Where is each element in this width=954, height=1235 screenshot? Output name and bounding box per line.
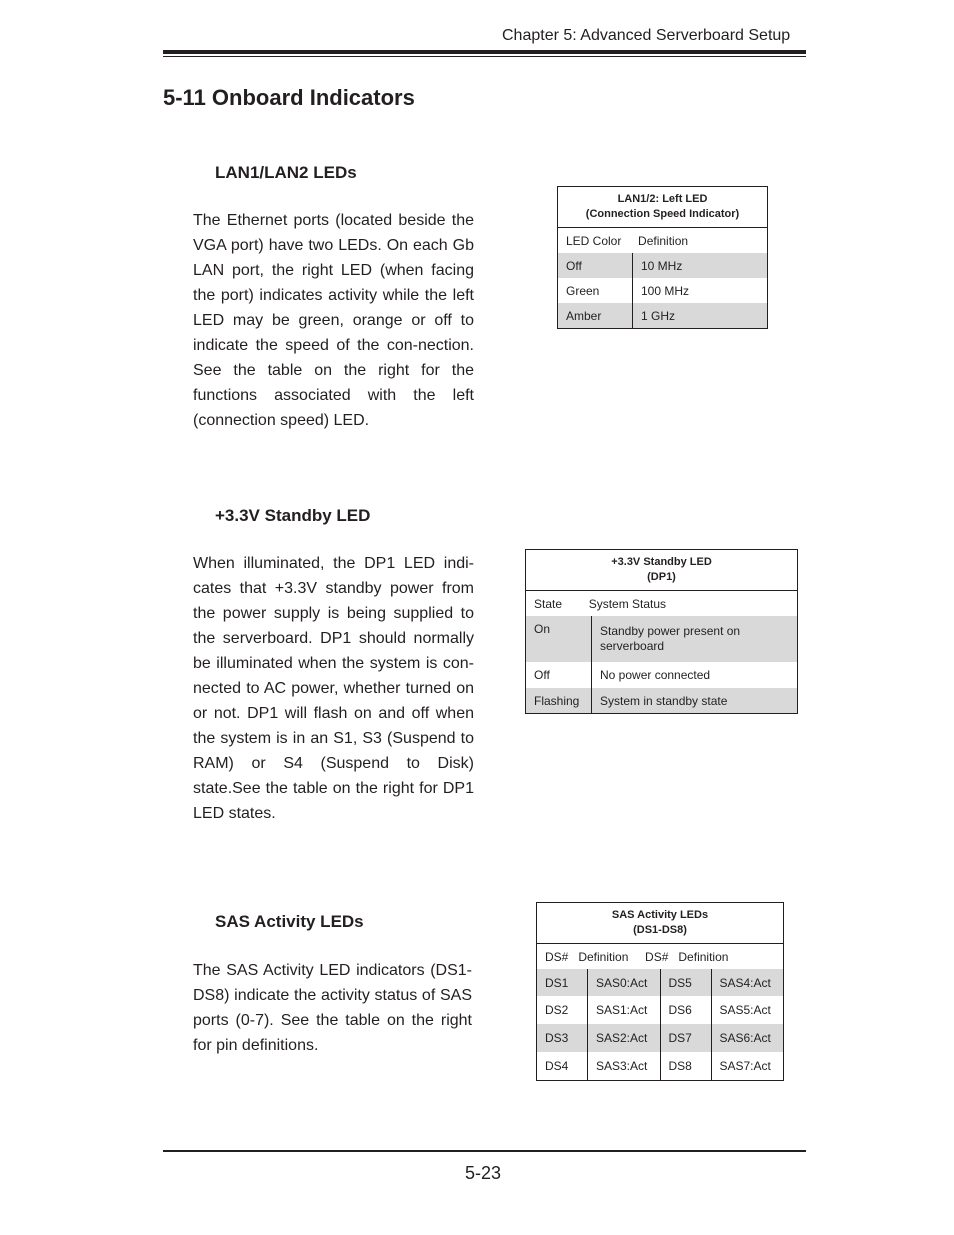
table-cell: Standby power present on serverboard xyxy=(592,616,798,662)
table-cell: 100 MHz xyxy=(641,283,690,298)
lan-led-table-title xyxy=(558,187,768,228)
standby-led-table-title-line2: (DP1) xyxy=(647,571,676,583)
sas-led-table xyxy=(536,902,784,1081)
table-cell: Amber xyxy=(558,303,633,329)
table-cell: SAS1:Act xyxy=(588,996,661,1024)
table-cell: DS5 xyxy=(660,969,711,996)
table-row xyxy=(558,253,768,278)
table-cell: DS7 xyxy=(660,1024,711,1052)
standby-led-heading: +3.3V Standby LED xyxy=(215,506,371,525)
table-cell: Flashing xyxy=(526,688,592,714)
table-cell: 1 GHz xyxy=(633,303,768,329)
table-cell: SAS4:Act xyxy=(711,969,784,996)
lan-led-table-title-line2: (Connection Speed Indicator) xyxy=(585,208,740,220)
table-cell: On xyxy=(526,616,592,662)
table-row xyxy=(558,303,768,329)
table-row xyxy=(526,688,798,714)
sas-led-table-title-line1: SAS Activity LEDs xyxy=(611,909,709,921)
table-cell: Off xyxy=(526,662,592,688)
header-rule xyxy=(163,50,806,54)
table-row xyxy=(537,1024,784,1052)
table-cell: SAS2:Act xyxy=(588,1024,661,1052)
table-cell: SAS0:Act xyxy=(588,969,661,996)
table-cell: Green xyxy=(558,278,633,303)
table-cell: DS6 xyxy=(660,996,711,1024)
lan-led-table-title-line1: LAN1/2: Left LED xyxy=(617,193,708,205)
lan-leds-heading: LAN1/LAN2 LEDs xyxy=(215,163,357,182)
table-cell: DS2 xyxy=(537,996,588,1024)
lan-leds-paragraph: The Ethernet ports (located beside the VGA port) have two LEDs. On each Gb LAN port, the right LED (when facing the port) indicates activity while the left LED may be green, orange or off to indicate the speed of the con-nection. See the table on the right for the functions associated with the left (connection speed) LED. xyxy=(193,212,474,429)
table-cell: 10 MHz xyxy=(633,253,768,278)
standby-led-table xyxy=(525,549,798,714)
sas-leds-heading: SAS Activity LEDs xyxy=(215,912,364,931)
table-row xyxy=(537,996,784,1024)
table-cell: DS4 xyxy=(537,1052,588,1081)
standby-led-table-title xyxy=(526,550,798,591)
table-row xyxy=(558,278,768,303)
lan-led-table-header: LED Color Definition xyxy=(566,233,689,248)
sas-led-table-header: DS# Definition DS# Definition xyxy=(545,949,729,964)
sas-led-table-title xyxy=(537,903,784,944)
table-cell: SAS5:Act xyxy=(719,1003,771,1017)
table-cell: System in standby state xyxy=(592,688,798,714)
standby-led-table-title-line1: +3.3V Standby LED xyxy=(611,556,712,568)
table-cell: DS1 xyxy=(537,969,588,996)
table-cell: DS8 xyxy=(660,1052,711,1081)
sas-leds-paragraph: The SAS Activity LED indicators (DS1-DS8) indicate the activity status of SAS ports (0-7). See the table on the right for pin definitions. xyxy=(193,962,472,1054)
table-cell: SAS6:Act xyxy=(711,1024,784,1052)
standby-led-paragraph: When illuminated, the DP1 LED indi-cates that +3.3V standby power from the power supply is being supplied to the serverboard. DP1 should normally be illuminated when the system is con-nected to AC power, whether turned on or not. DP1 will flash on and off when the system is in an S1, S3 (Suspend to RAM) or S4 (Suspend to Disk) state.See the table on the right for DP1 LED states. xyxy=(193,555,474,822)
table-cell: SAS7:Act xyxy=(719,1059,771,1073)
table-cell: SAS3:Act xyxy=(588,1052,661,1081)
table-cell: No power connected xyxy=(600,668,711,682)
table-cell: Off xyxy=(558,253,633,278)
table-row xyxy=(537,1052,784,1081)
section-title: 5-11 Onboard Indicators xyxy=(163,85,415,110)
table-row xyxy=(537,969,784,996)
lan-led-table xyxy=(557,186,768,329)
table-row xyxy=(526,616,798,662)
standby-led-table-header: State System Status xyxy=(534,596,667,611)
header-rule-thin xyxy=(163,56,806,57)
table-cell: DS3 xyxy=(537,1024,588,1052)
sas-led-table-title-line2: (DS1-DS8) xyxy=(633,924,687,936)
chapter-header: Chapter 5: Advanced Serverboard Setup xyxy=(502,27,791,44)
table-row xyxy=(526,662,798,688)
footer-rule xyxy=(163,1150,806,1152)
page-number: 5-23 xyxy=(465,1163,502,1183)
